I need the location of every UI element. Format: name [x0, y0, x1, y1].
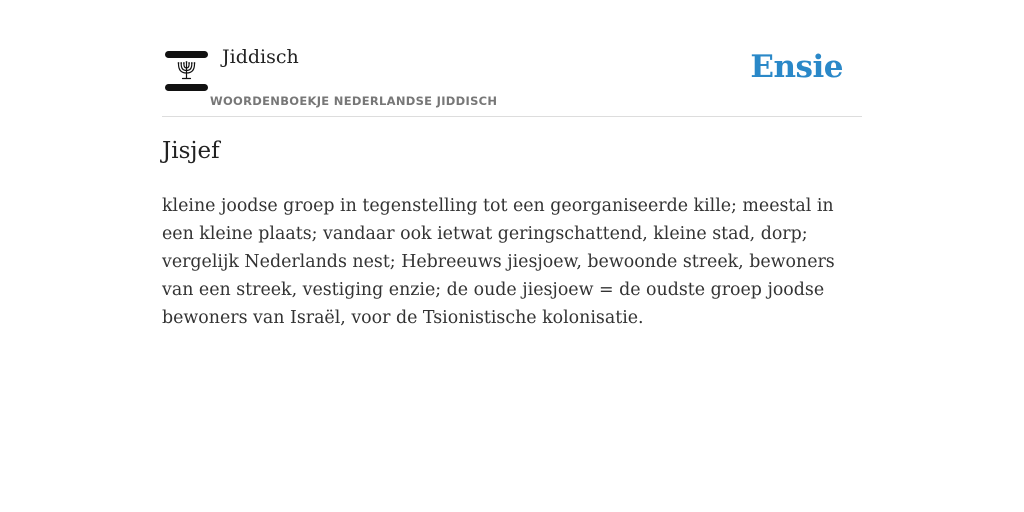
entry-title: Jisjef	[162, 138, 220, 164]
dictionary-subtitle: WOORDENBOEKJE NEDERLANDSE JIDDISCH	[210, 94, 498, 108]
dictionary-name-link[interactable]: Jiddisch	[222, 46, 299, 68]
menorah-icon[interactable]	[165, 51, 208, 91]
ensie-logo-link[interactable]: Ensie	[750, 49, 843, 85]
dictionary-header	[162, 40, 862, 117]
entry-definition: kleine joodse groep in tegenstelling tot een georganiseerde kille; meestal in een kleine plaats; vandaar ook ietwat geringschattend, kleine stad, dorp; vergelijk Nederlands nest; Hebreeuws jiesjoew, bewoonde streek, bewoners van een streek, vestiging enzie; de oude jiesjoew = de oudste groep joodse bewoners van Israël, voor de Tsionistische kolonisatie.	[162, 196, 835, 328]
